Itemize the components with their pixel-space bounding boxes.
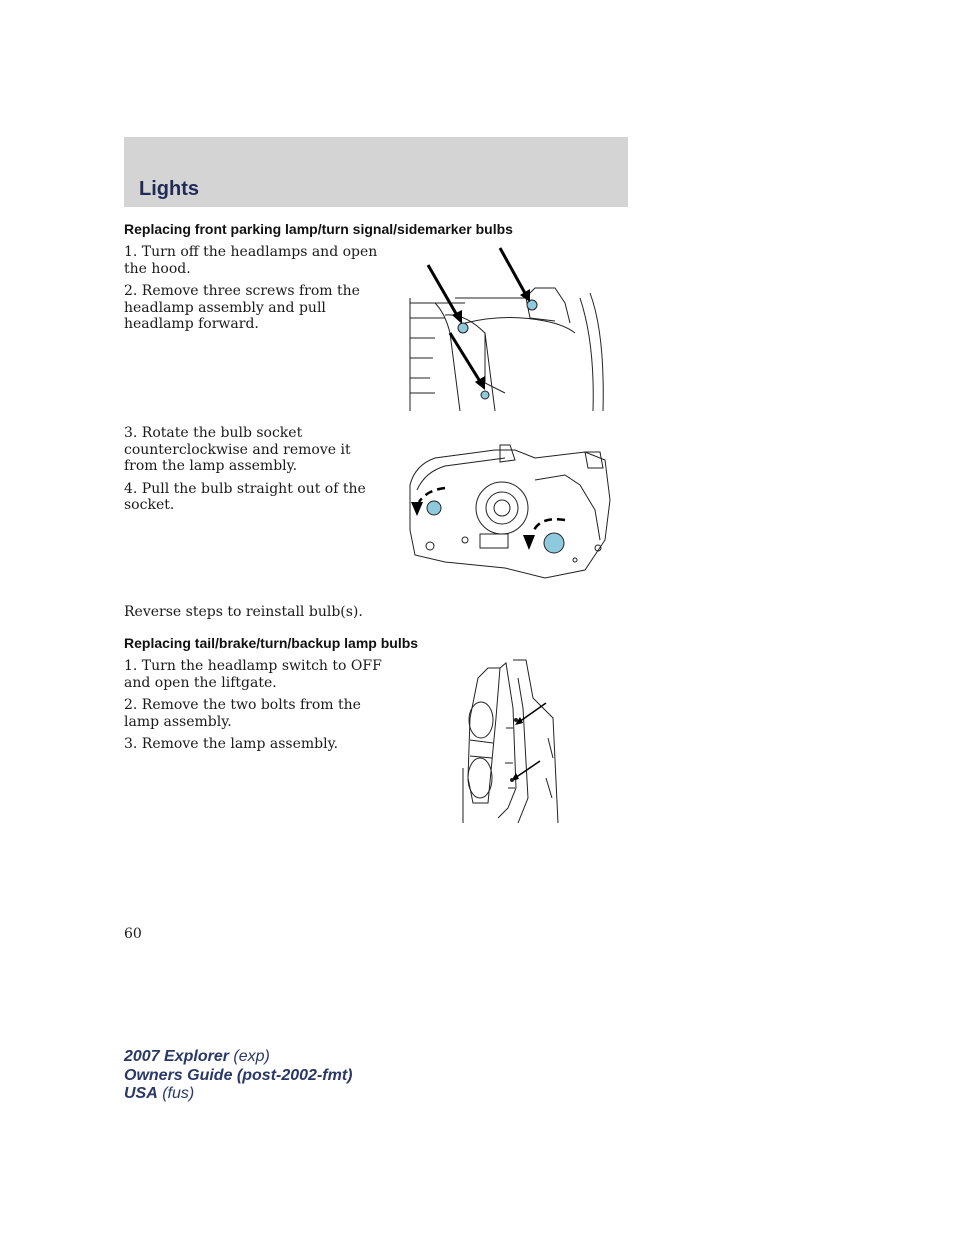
steps-front-part2 xyxy=(124,425,384,520)
step-2: 2. Remove three screws from the headlamp assembly and pull headlamp forward. xyxy=(124,283,360,332)
step-tail-1: 1. Turn the headlamp switch to OFF and open the liftgate. xyxy=(124,658,382,691)
lamp-assembly-socket-illustration xyxy=(405,440,615,580)
step-tail-2: 2. Remove the two bolts from the lamp assembly. xyxy=(124,697,361,730)
steps-tail xyxy=(124,658,384,759)
headlamp-screws-illustration xyxy=(405,243,610,413)
step-1: 1. Turn off the headlamps and open the hood. xyxy=(124,244,378,277)
page-number: 60 xyxy=(124,926,142,942)
footer-guide: Owners Guide (post-2002-fmt) xyxy=(124,1066,353,1084)
page-title: Lights xyxy=(139,178,199,200)
footer-market: USA xyxy=(124,1085,158,1102)
steps-front-part1 xyxy=(124,244,384,339)
footer-line-2 xyxy=(124,1067,352,1086)
document-footer xyxy=(124,1048,352,1104)
reinstall-note: Reverse steps to reinstall bulb(s). xyxy=(124,604,363,620)
section-heading-front-bulbs: Replacing front parking lamp/turn signal/sidemarker bulbs xyxy=(124,221,513,237)
footer-line-1 xyxy=(124,1048,352,1067)
footer-line-3 xyxy=(124,1085,352,1104)
footer-model: 2007 Explorer xyxy=(124,1048,229,1065)
step-3: 3. Rotate the bulb socket counterclockwise and remove it from the lamp assembly. xyxy=(124,425,351,474)
step-tail-3: 3. Remove the lamp assembly. xyxy=(124,736,339,752)
section-header-band xyxy=(124,137,628,207)
footer-market-code: (fus) xyxy=(157,1085,195,1102)
section-heading-tail-bulbs: Replacing tail/brake/turn/backup lamp bulbs xyxy=(124,635,419,651)
tail-lamp-bolts-illustration xyxy=(458,658,563,823)
footer-model-code: (exp) xyxy=(228,1048,270,1065)
step-4: 4. Pull the bulb straight out of the socket. xyxy=(124,480,366,513)
